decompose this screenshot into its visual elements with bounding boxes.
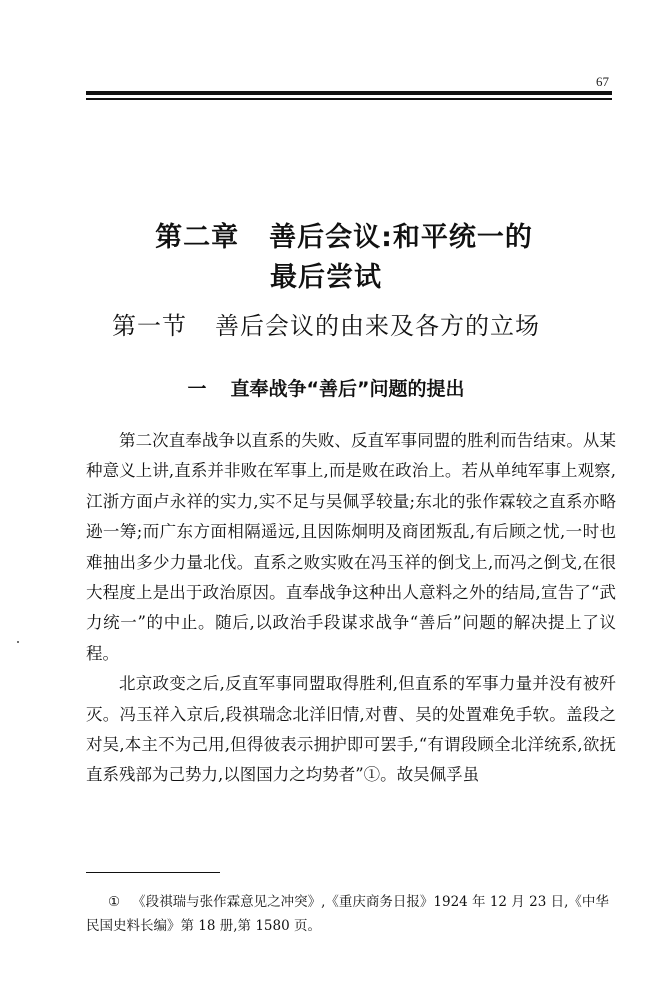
page-number: 67 — [596, 74, 609, 89]
subsection-title — [0, 375, 652, 403]
header-rule-thin — [86, 98, 612, 100]
footnote — [86, 890, 616, 938]
footnote-rule — [86, 872, 220, 873]
footnote-text: 《段祺瑞与张作霖意见之冲突》,《重庆商务日报》1924 年 12 月 23 日,《中华民国史料长编》第 18 册,第 1580 页。 — [86, 894, 609, 934]
footnote-mark: ① — [108, 894, 121, 910]
header-rule-thick — [86, 91, 612, 95]
paragraph: 第二次直奉战争以直系的失败、反直军事同盟的胜利而告结束。从某种意义上讲,直系并非败在军事上,而是败在政治上。若从单纯军事上观察,江浙方面卢永祥的实力,实不足与吴佩孚较量;东北的张作霖较之直系亦略逊一筹;而广东方面相隔遥远,且因陈炯明及商团叛乱,有后顾之忧,一时也难抽出多少力量北伐。直系之败实败在冯玉祥的倒戈上,而冯之倒戈,在很大程度上是出于政治原因。直奉战争这种出人意料之外的结局,宣告了“武力统一”的中止。随后,以政治手段谋求战争“善后”问题的解决提上了议程。 — [86, 431, 616, 663]
subsection-label: 一 — [187, 378, 207, 400]
subsection-title-text: 直奉战争“善后”问题的提出 — [230, 378, 465, 400]
chapter-title-line1 — [18, 218, 652, 258]
section-title — [0, 309, 652, 343]
section-title-text: 善后会议的由来及各方的立场 — [215, 312, 540, 340]
paragraph: 北京政变之后,反直军事同盟取得胜利,但直系的军事力量并没有被歼灭。冯玉祥入京后,段祺瑞念北洋旧情,对曹、吴的处置难免手软。盖段之对吴,本主不为己用,但得彼表示拥护即可罢手,“有谓段顾全北洋统系,欲抚直系残部为己势力,以图国力之均势者”①。故吴佩孚虽 — [86, 674, 616, 785]
chapter-title-line2: 最后尝试 — [270, 262, 382, 293]
stray-dot — [17, 641, 19, 643]
body-text — [86, 426, 616, 791]
chapter-title-text: 善后会议:和平统一的 — [269, 222, 533, 253]
chapter-title — [0, 218, 652, 298]
chapter-label: 第二章 — [155, 222, 240, 253]
section-label: 第一节 — [112, 312, 187, 340]
